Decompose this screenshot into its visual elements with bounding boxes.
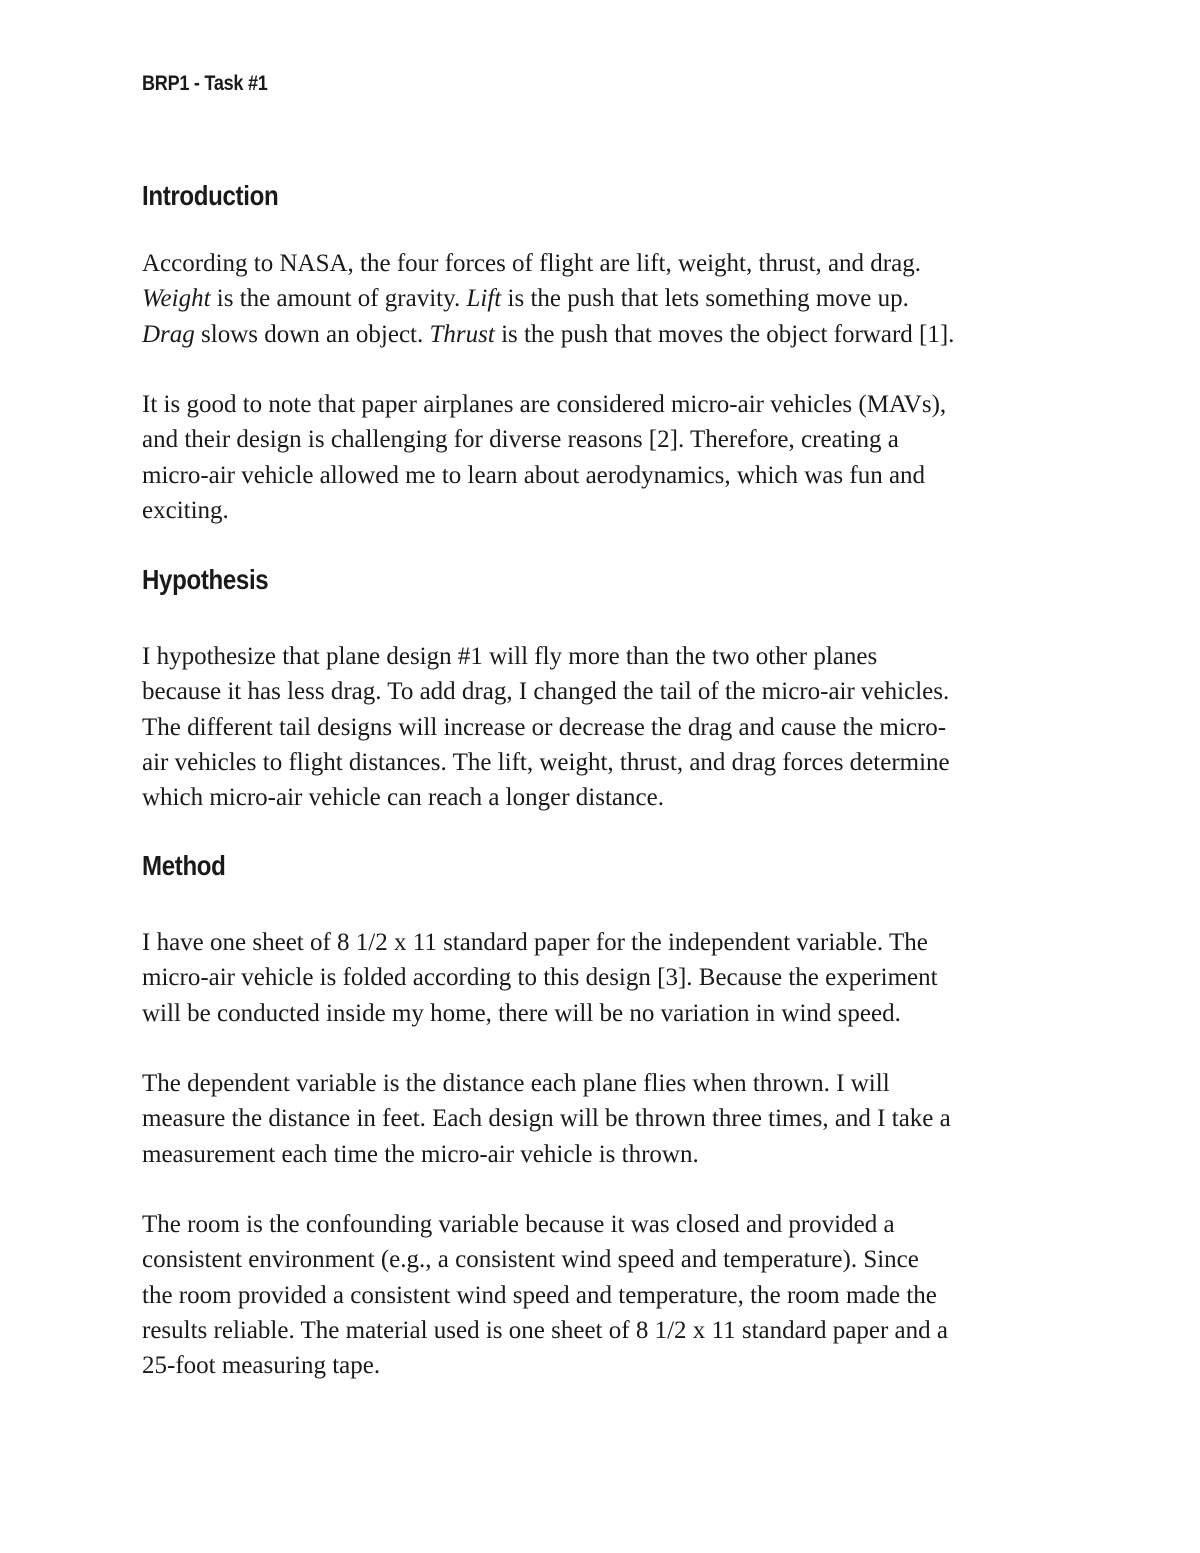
text-line: 25-foot measuring tape.: [142, 1352, 381, 1380]
text-line: and their design is challenging for diverse reasons [2]. Therefore, creating a: [142, 426, 899, 454]
text-line: The room is the confounding variable because it was closed and provided a: [142, 1211, 895, 1238]
introduction-paragraph-2: [142, 387, 1062, 528]
introduction-heading: Introduction: [142, 180, 279, 211]
text-line: exciting.: [142, 496, 229, 524]
hypothesis-paragraph: [142, 639, 1062, 815]
text-line: It is good to note that paper airplanes are considered micro-air vehicles (MAVs),: [142, 391, 947, 418]
method-paragraph-3: [142, 1207, 1062, 1383]
method-heading: Method: [142, 850, 226, 881]
text-line: results reliable. The material used is one sheet of 8 1/2 x 11 standard paper and a: [142, 1316, 948, 1344]
method-paragraph-2: [142, 1066, 1062, 1172]
text-line: Drag slows down an object. Thrust is the push that moves the object forward [1].: [142, 320, 955, 348]
text-line: micro-air vehicle is folded according to this design [3]. Because the experiment: [142, 964, 938, 992]
text-line: The different tail designs will increase or decrease the drag and cause the micro-: [142, 713, 947, 741]
text-line: will be conducted inside my home, there will be no variation in wind speed.: [142, 999, 901, 1027]
term-weight: Weight: [142, 285, 211, 313]
text-line: consistent environment (e.g., a consistent wind speed and temperature). Since: [142, 1246, 919, 1274]
text-line: air vehicles to flight distances. The lift, weight, thrust, and drag forces determine: [142, 748, 950, 776]
text-line: the room provided a consistent wind speed and temperature, the room made the: [142, 1281, 937, 1309]
term-lift: Lift: [466, 285, 502, 313]
text-line: micro-air vehicle allowed me to learn about aerodynamics, which was fun and: [142, 461, 926, 489]
text-line: measurement each time the micro-air vehicle is thrown.: [142, 1140, 699, 1168]
text-line: measure the distance in feet. Each design will be thrown three times, and I take a: [142, 1105, 951, 1133]
term-thrust: Thrust: [429, 320, 495, 348]
hypothesis-heading: Hypothesis: [142, 564, 269, 595]
text-line: I hypothesize that plane design #1 will fly more than the two other planes: [142, 643, 878, 670]
introduction-paragraph-1: [142, 246, 1062, 352]
text-line: because it has less drag. To add drag, I changed the tail of the micro-air vehicles.: [142, 678, 950, 706]
document-header: BRP1 - Task #1: [142, 72, 268, 95]
text-line: I have one sheet of 8 1/2 x 11 standard paper for the independent variable. The: [142, 929, 928, 956]
text-line: Weight is the amount of gravity. Lift is the push that lets something move up.: [142, 285, 909, 313]
term-drag: Drag: [142, 320, 195, 348]
method-paragraph-1: [142, 925, 1062, 1031]
text-line: which micro-air vehicle can reach a longer distance.: [142, 784, 664, 812]
text-line: The dependent variable is the distance each plane flies when thrown. I will: [142, 1070, 890, 1097]
text-line: According to NASA, the four forces of flight are lift, weight, thrust, and drag.: [142, 250, 921, 277]
